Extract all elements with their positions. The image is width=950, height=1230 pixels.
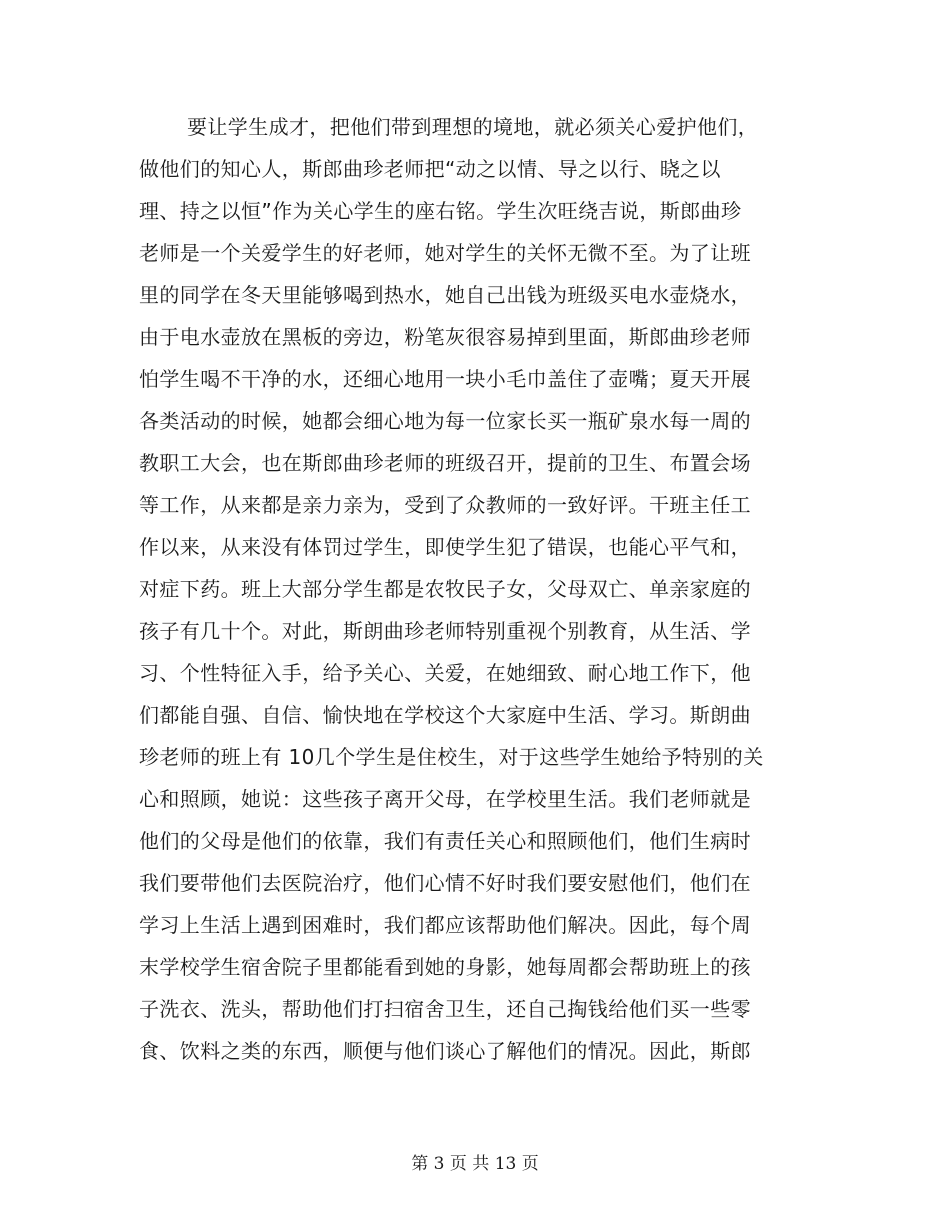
paragraph-line: 各类活动的时候，她都会细心地为每一位家长买一瓶矿泉水每一周的 [139, 409, 751, 433]
paragraph-line: 理、持之以恒”作为关心学生的座右铭。学生次旺绕吉说，斯郎曲珍 [139, 199, 742, 223]
paragraph-line: 心和照顾，她说：这些孩子离开父母，在学校里生活。我们老师就是 [139, 787, 751, 811]
paragraph-line: 末学校学生宿舍院子里都能看到她的身影，她每周都会帮助班上的孩 [139, 955, 751, 979]
paragraph-line: 我们要带他们去医院治疗，他们心情不好时我们要安慰他们，他们在 [139, 871, 751, 895]
paragraph-line: 对症下药。班上大部分学生都是农牧民子女，父母双亡、单亲家庭的 [139, 577, 751, 601]
paragraph-line: 食、饮料之类的东西，顺便与他们谈心了解他们的情况。因此，斯郎 [139, 1039, 751, 1063]
paragraph-line: 里的同学在冬天里能够喝到热水，她自己出钱为班级买电水壶烧水， [139, 283, 751, 307]
paragraph-line: 等工作，从来都是亲力亲为，受到了众教师的一致好评。干班主任工 [139, 493, 751, 517]
paragraph-line: 教职工大会，也在斯郎曲珍老师的班级召开，提前的卫生、布置会场 [139, 451, 751, 475]
paragraph-line: 老师是一个关爱学生的好老师，她对学生的关怀无微不至。为了让班 [139, 241, 751, 265]
paragraph-line: 他们的父母是他们的依靠，我们有责任关心和照顾他们，他们生病时 [139, 829, 751, 853]
paragraph-line: 们都能自强、自信、愉快地在学校这个大家庭中生活、学习。斯朗曲 [139, 703, 751, 727]
paragraph-line: 孩子有几十个。对此，斯朗曲珍老师特别重视个别教育，从生活、学 [139, 619, 751, 643]
paragraph-line: 学习上生活上遇到困难时，我们都应该帮助他们解决。因此，每个周 [139, 913, 751, 937]
paragraph-line: 做他们的知心人，斯郎曲珍老师把“动之以情、导之以行、晓之以 [139, 157, 721, 181]
paragraph-line: 珍老师的班上有 10几个学生是住校生，对于这些学生她给予特别的关 [139, 745, 764, 769]
paragraph-line: 怕学生喝不干净的水，还细心地用一块小毛巾盖住了壶嘴；夏天开展 [139, 367, 751, 391]
paragraph-line: 由于电水壶放在黑板的旁边，粉笔灰很容易掉到里面，斯郎曲珍老师 [139, 325, 751, 349]
paragraph-line: 习、个性特征入手，给予关心、关爱，在她细致、耐心地工作下，他 [139, 661, 751, 685]
page-number-footer: 第 3 页 共 13 页 [411, 1154, 539, 1174]
paragraph-line: 子洗衣、洗头，帮助他们打扫宿舍卫生，还自己掏钱给他们买一些零 [139, 997, 751, 1021]
paragraph-line: 作以来，从来没有体罚过学生，即使学生犯了错误，也能心平气和， [139, 535, 751, 559]
paragraph-line: 要让学生成才，把他们带到理想的境地，就必须关心爱护他们， [187, 115, 759, 139]
